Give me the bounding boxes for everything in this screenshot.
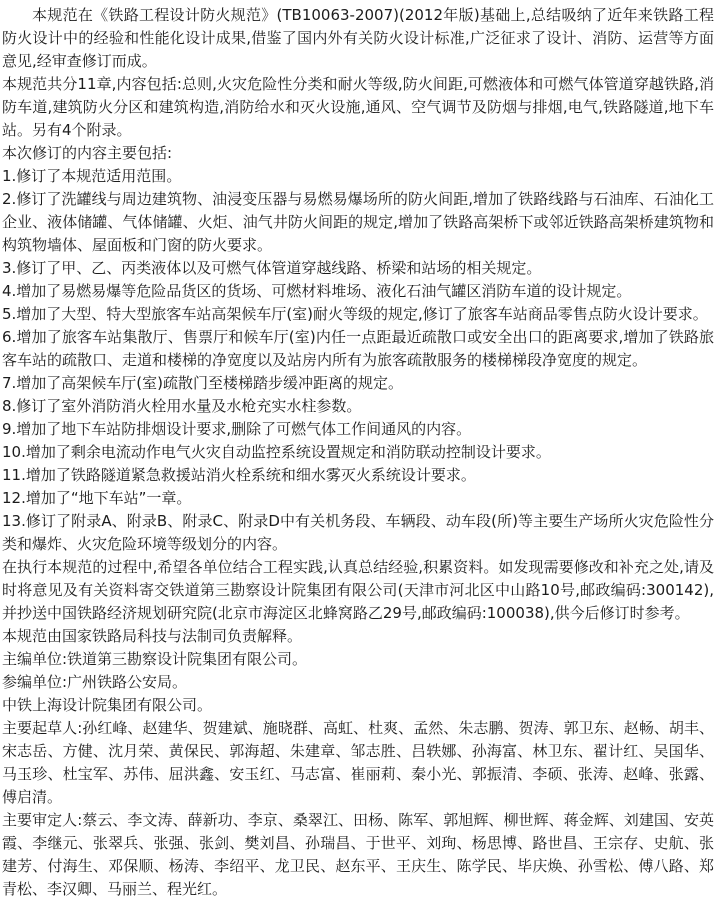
revision-item-8: 8.修订了室外消防消火栓用水量及水枪充实水柱参数。 xyxy=(2,397,362,415)
revision-item-12: 12.增加了“地下车站”一章。 xyxy=(2,489,192,507)
intro-paragraph: 本规范在《铁路工程设计防火规范》(TB10063-2007)(2012年版)基础上,总结吸纳了近年来铁路工程防火设计中的经验和性能化设计成果,借鉴了国内外有关防火设计标准,广泛征求了设计、消防、运营等方面意见,经审查修订而成。 xyxy=(2,6,714,70)
revision-item-10: 10.增加了剩余电流动作电气火灾自动监控系统设置规定和消防联动控制设计要求。 xyxy=(2,443,551,461)
revision-item-4: 4.增加了易燃易爆等危险品货区的货场、可燃材料堆场、液化石油气罐区消防车道的设计规定。 xyxy=(2,282,632,300)
chapters-overview-paragraph: 本规范共分11章,内容包括:总则,火灾危险性分类和耐火等级,防火间距,可燃液体和可燃气体管道穿越铁路,消防车道,建筑防火分区和建筑构造,消防给水和灭火设施,通风、空气调节及防烟与排烟,电气,铁路隧道,地下车站。另有4个附录。 xyxy=(2,75,714,139)
revision-item-13: 13.修订了附录A、附录B、附录C、附录D中有关机务段、车辆段、动车段(所)等主要生产场所火灾危险性分类和爆炸、火灾危险环境等级划分的内容。 xyxy=(2,512,714,553)
participating-unit-2-paragraph: 中铁上海设计院集团有限公司。 xyxy=(2,696,213,714)
participating-unit-paragraph: 参编单位:广州铁路公安局。 xyxy=(2,673,188,691)
revision-list-intro: 本次修订的内容主要包括: xyxy=(2,144,173,162)
chief-editor-unit-paragraph: 主编单位:铁道第三勘察设计院集团有限公司。 xyxy=(2,650,308,668)
revision-item-7: 7.增加了高架候车厅(室)疏散门至楼梯踏步缓冲距离的规定。 xyxy=(2,374,404,392)
revision-item-3: 3.修订了甲、乙、丙类液体以及可燃气体管道穿越线路、桥梁和站场的相关规定。 xyxy=(2,259,542,277)
main-reviewers-paragraph: 主要审定人:蔡云、李文涛、薛新功、李京、桑翠江、田杨、陈军、郭旭辉、柳世辉、蒋金辉、刘建国、安英霞、李继元、张翠兵、张强、张剑、樊刘昌、孙瑞昌、于世平、刘珣、杨思博、路世昌、王宗存、史航、张建芳、付海生、邓保顺、杨涛、李绍平、龙卫民、赵东平、王庆生、陈学民、毕庆焕、孙雪松、傅八路、郑青松、李汉卿、马丽兰、程光红。 xyxy=(2,811,714,898)
revision-item-2: 2.修订了洗罐线与周边建筑物、油浸变压器与易燃易爆场所的防火间距,增加了铁路线路与石油库、石油化工企业、液体储罐、气体储罐、火炬、油气井防火间距的规定,增加了铁路高架桥下或邻近铁路高架桥建筑物和构筑物墙体、屋面板和门窗的防火要求。 xyxy=(2,190,714,254)
revision-item-11: 11.增加了铁路隧道紧急救援站消火栓系统和细水雾灭火系统设计要求。 xyxy=(2,466,476,484)
revision-item-6: 6.增加了旅客车站集散厅、售票厅和候车厅(室)内任一点距最近疏散口或安全出口的距离要求,增加了铁路旅客车站的疏散口、走道和楼梯的净宽度以及站房内所有为旅客疏散服务的楼梯梯段净宽度的规定。 xyxy=(2,328,714,369)
interpretation-authority-paragraph: 本规范由国家铁路局科技与法制司负责解释。 xyxy=(2,627,303,645)
feedback-paragraph: 在执行本规范的过程中,希望各单位结合工程实践,认真总结经验,积累资料。如发现需要修改和补充之处,请及时将意见及有关资料寄交铁道第三勘察设计院集团有限公司(天津市河北区中山路10号,邮政编码:300142),并抄送中国铁路经济规划研究院(北京市海淀区北蜂窝路乙29号,邮政编码:100038),供今后修订时参考。 xyxy=(2,558,714,622)
main-drafters-paragraph: 主要起草人:孙红峰、赵建华、贺建斌、施晓群、高虹、杜爽、孟然、朱志鹏、贺涛、郭卫东、赵畅、胡丰、宋志岳、方健、沈月荣、黄保民、郭海超、朱建章、邹志胜、吕轶娜、孙海富、林卫东、翟计红、吴国华、马玉珍、杜宝军、苏伟、屈洪鑫、安玉红、马志富、崔丽莉、秦小光、郭振清、李硕、张涛、赵峰、张露、傅启清。 xyxy=(2,719,714,806)
revision-item-9: 9.增加了地下车站防排烟设计要求,删除了可燃气体工作间通风的内容。 xyxy=(2,420,472,438)
revision-item-1: 1.修订了本规范适用范围。 xyxy=(2,167,182,185)
revision-item-5: 5.增加了大型、特大型旅客车站高架候车厅(室)耐火等级的规定,修订了旅客车站商品零售点防火设计要求。 xyxy=(2,305,708,323)
